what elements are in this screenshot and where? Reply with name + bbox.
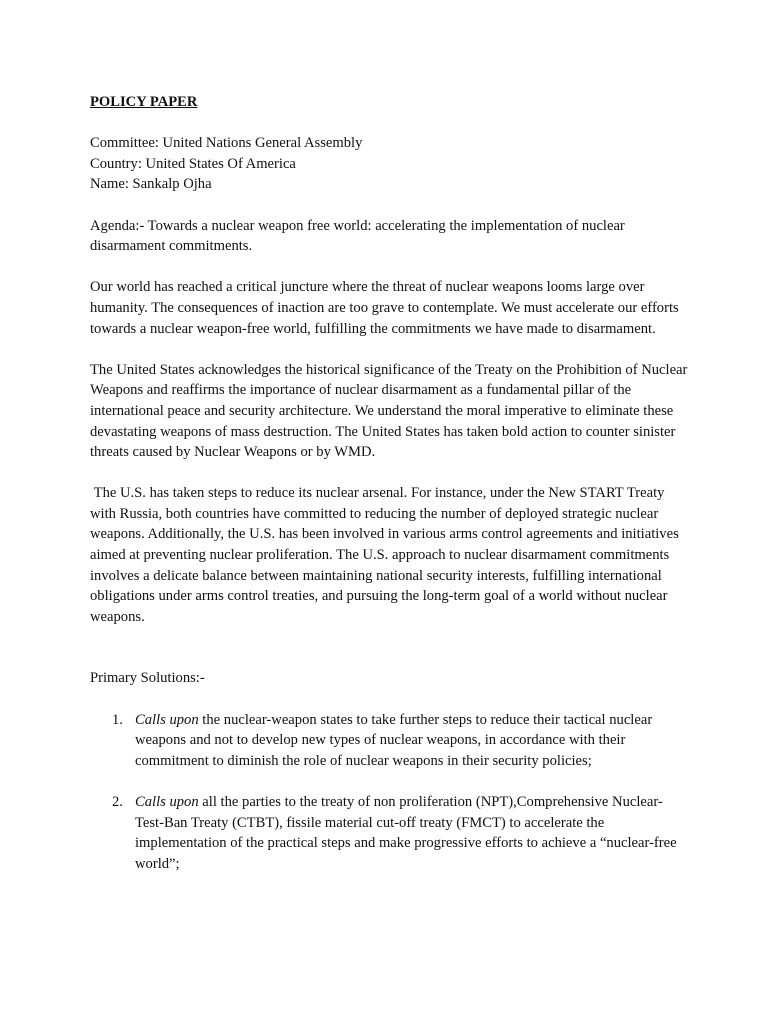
solutions-heading: Primary Solutions:-: [90, 670, 205, 687]
list-item-lead: Calls upon: [135, 711, 199, 728]
country-line: Country: United States Of America: [90, 155, 296, 172]
list-item-number: 1.: [112, 711, 123, 728]
list-item-lead: Calls upon: [135, 794, 199, 810]
agenda-paragraph: Agenda:- Towards a nuclear weapon free world: accelerating the implementation of nuclear disarmament commitments.: [90, 217, 625, 255]
spacer: [90, 627, 690, 668]
document-page: [90, 92, 690, 874]
spacer: [90, 463, 690, 484]
list-item: [90, 792, 690, 874]
body-paragraph: The United States acknowledges the historical significance of the Treaty on the Prohibition of Nuclear Weapons and reaffirms the importance of nuclear disarmament as a fundamental pillar of the international peace and security architecture. We understand the moral imperative to eliminate these devastating weapons of mass destruction. The United States has taken bold action to counter sinister threats caused by Nuclear Weapons or by WMD.: [90, 361, 688, 461]
list-item-number: 2.: [112, 794, 123, 810]
body-paragraph: Our world has reached a critical juncture where the threat of nuclear weapons looms large over humanity. The consequences of inaction are too grave to contemplate. We must accelerate our efforts towards a nuclear weapon-free world, fulfilling the commitments we have made to disarmament.: [90, 279, 679, 337]
spacer: [90, 195, 690, 216]
committee-line: Committee: United Nations General Assembly: [90, 135, 363, 152]
spacer: [90, 113, 690, 134]
body-paragraph: The U.S. has taken steps to reduce its nuclear arsenal. For instance, under the New START Treaty with Russia, both countries have committed to reducing the number of deployed strategic nuclear weapons. Additionally, the U.S. has been involved in various arms control agreements and initiatives aimed at preventing nuclear proliferation. The U.S. approach to nuclear disarmament commitments involves a delicate balance between maintaining national security interests, fulfilling international obligations under arms control treaties, and pursuing the long-term goal of a world without nuclear weapons.: [90, 485, 683, 625]
solutions-list: [90, 710, 690, 875]
spacer: [90, 257, 690, 278]
list-item: [90, 710, 690, 772]
spacer: [90, 339, 690, 360]
list-item-text: all the parties to the treaty of non proliferation (NPT),Comprehensive Nuclear-Test-Ban Treaty (CTBT), fissile material cut-off treaty (FMCT) to accelerate the implementation of the practical steps and make progressive efforts to achieve a “nuclear-free world”;: [135, 794, 677, 872]
list-item-text: the nuclear-weapon states to take further steps to reduce their tactical nuclear weapons and not to develop new types of nuclear weapons, in accordance with their commitment to diminish the role of nuclear weapons in their security policies;: [135, 711, 653, 769]
document-title: POLICY PAPER: [90, 94, 198, 110]
spacer: [90, 689, 690, 710]
author-name-line: Name: Sankalp Ojha: [90, 176, 212, 193]
